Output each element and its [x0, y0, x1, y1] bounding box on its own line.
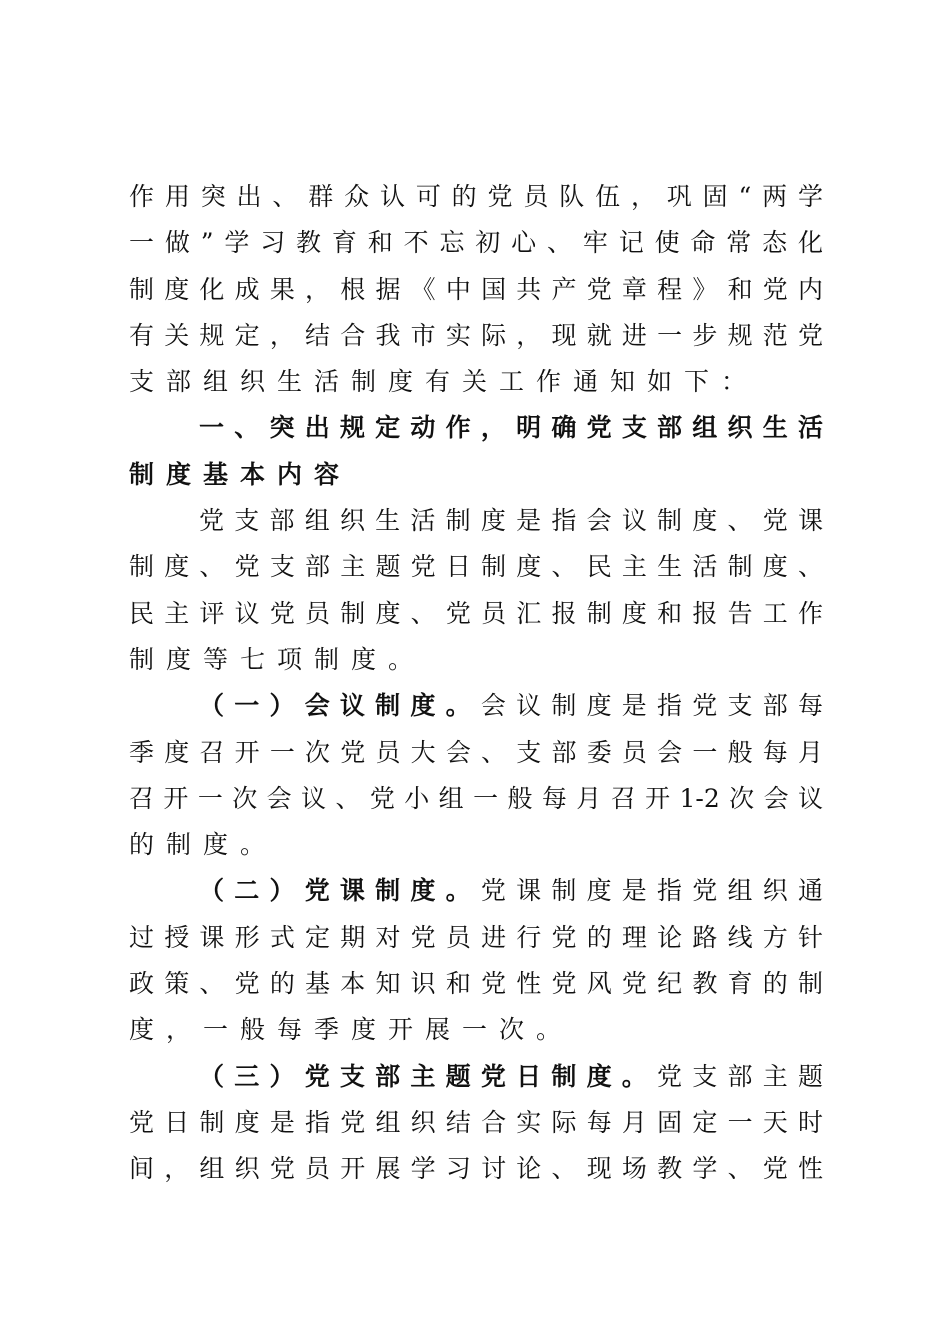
subsection-text: 党课制度是指党组织通	[480, 876, 823, 906]
subsection-text: 党支部主题	[657, 1061, 823, 1091]
subsection-text: 会议制度是指党支部每	[480, 691, 823, 721]
subsection-line	[129, 868, 823, 914]
text-line: 度，一般每季度开展一次。	[129, 1015, 574, 1045]
text-line: 的制度。	[129, 830, 278, 860]
text-line: 支部组织生活制度有关工作通知如下：	[129, 367, 759, 397]
text-line: 政策、党的基本知识和党性党风党纪教育的制	[129, 969, 823, 999]
section-heading: 一、突出规定动作，明确党支部组织生活	[199, 413, 823, 443]
subsection-line	[129, 1054, 823, 1100]
text-line: 党日制度是指党组织结合实际每月固定一天时	[129, 1107, 823, 1137]
section-heading: 制度基本内容	[129, 459, 352, 489]
text-line: 作用突出、群众认可的党员队伍，巩固“两学	[129, 182, 823, 211]
text-line: 党支部组织生活制度是指会议制度、党课	[199, 506, 823, 536]
text-line: 间，组织党员开展学习讨论、现场教学、党性	[129, 1154, 823, 1184]
subsection-title: （二）党课制度。	[199, 876, 481, 906]
document-body	[129, 174, 823, 1193]
text-line: 召开一次会议、党小组一般每月召开1-2次会议	[129, 783, 823, 813]
text-line: 民主评议党员制度、党员汇报制度和报告工作	[129, 598, 823, 628]
subsection-title: （三）党支部主题党日制度。	[199, 1061, 658, 1091]
subsection-title: （一）会议制度。	[199, 691, 481, 721]
text-line: 制度、党支部主题党日制度、民主生活制度、	[129, 552, 823, 582]
text-line: 制度化成果，根据《中国共产党章程》和党内	[129, 274, 823, 304]
text-line: 有关规定，结合我市实际，现就进一步规范党	[129, 320, 823, 350]
text-line: 一做”学习教育和不忘初心、牢记使命常态化	[129, 228, 823, 258]
text-line: 过授课形式定期对党员进行党的理论路线方针	[129, 922, 823, 952]
text-line: 季度召开一次党员大会、支部委员会一般每月	[129, 737, 823, 767]
text-line: 制度等七项制度。	[129, 644, 426, 674]
subsection-line	[129, 683, 823, 729]
